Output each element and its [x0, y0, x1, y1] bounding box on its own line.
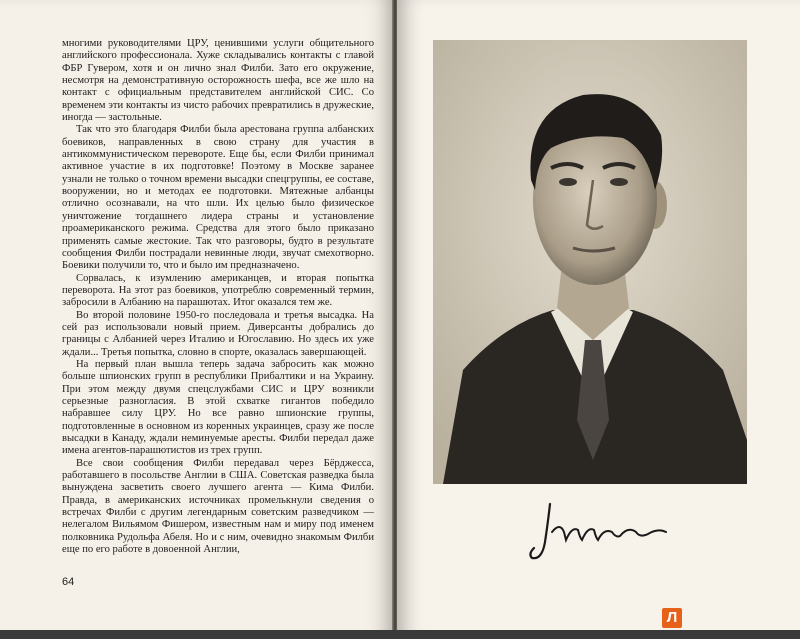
scan-edge: [0, 630, 800, 639]
paragraph: Во второй половине 1950-го последовала и третья высадка. На сей раз использовали новый прием. Диверсанты добрались до границы с Албанией через Италию и Югославию. Но здесь их уже ждали... Третья попытка, словно в спорте, оказалась завершающей.: [62, 309, 374, 358]
paragraph: многими руководителями ЦРУ, ценившими услуги общительного английского профессионала. Хуже складывались контакты с главой ФБР Гувером, хотя и он лично знал Филби. Зато его окружение, несмотря на демонстративную осторожность шефа, все же шло на контакт с официальным представителем английской СИС. Со временем эти контакты из чисто рабочих превратились в дружеские, иногда — застольные.: [62, 38, 374, 124]
paragraph: Все свои сообщения Филби передавал через Бёрджесса, работавшего в посольстве Англии в США. Советская разведка была вынуждена засветить своего лучшего агента — Кима Филби. Правда, в американских источниках промелькнули сведения о встречах Филби с другим легендарным советским разведчиком — нелегалом Вильямом Фишером, известным нам и миру под именем полковника Рудольфа Абеля. Но и с ним, очевидно знакомым Филби еще по его работе в довоенной Англии,: [62, 457, 374, 556]
left-page: [0, 0, 393, 639]
paragraph: На первый план вышла теперь задача забросить как можно больше шпионских групп в республики Прибалтики и на Украину. При этом между двумя спецслужбами СИС и ЦРУ возникли серьезные разногласия. В этой схватке гигантов победило набравшее силу ЦРУ. Но все равно шпионские группы, подготовленные в основном из коренных украинцев, сразу же после высадки в Канаду, ждали неминуемые аресты. Филби передал даже имена агентов-парашютистов из трех групп.: [62, 358, 374, 457]
paragraph: Сорвалась, к изумлению американцев, и вторая попытка переворота. На этот раз боевиков, употреблю современный термин, забросили в Албанию на парашютах. Итог оказался тем же.: [62, 272, 374, 309]
body-text: [62, 38, 374, 556]
litres-logo-icon: Л: [662, 608, 682, 628]
portrait-illustration: [433, 40, 747, 484]
handwritten-signature: [520, 492, 680, 572]
page-number: 64: [62, 576, 75, 588]
portrait-photo: [433, 40, 747, 484]
paragraph: Так что это благодаря Филби была арестована группа албанских боевиков, направленных в свою страну для участия в антикоммунистическом перевороте. Еще бы, если Филби принимал активное участие в их подготовке! Поэтому в Москве заранее узнали не только о точном времени высадки спецгруппы, ее составе, вооружении, но и методах ее подготовки. Мятежные албанцы отлично осознавали, на что шли. Их целью было физическое уничтожение тогдашнего лидера страны и установление проамериканского режима. Средства для этого было приказано применять самые жестокие. Так что разговоры, будто в результате сообщения Филби пострадали невинные люди, звучат смехотворно. Боевики получили то, что и было им предназначено.: [62, 124, 374, 272]
